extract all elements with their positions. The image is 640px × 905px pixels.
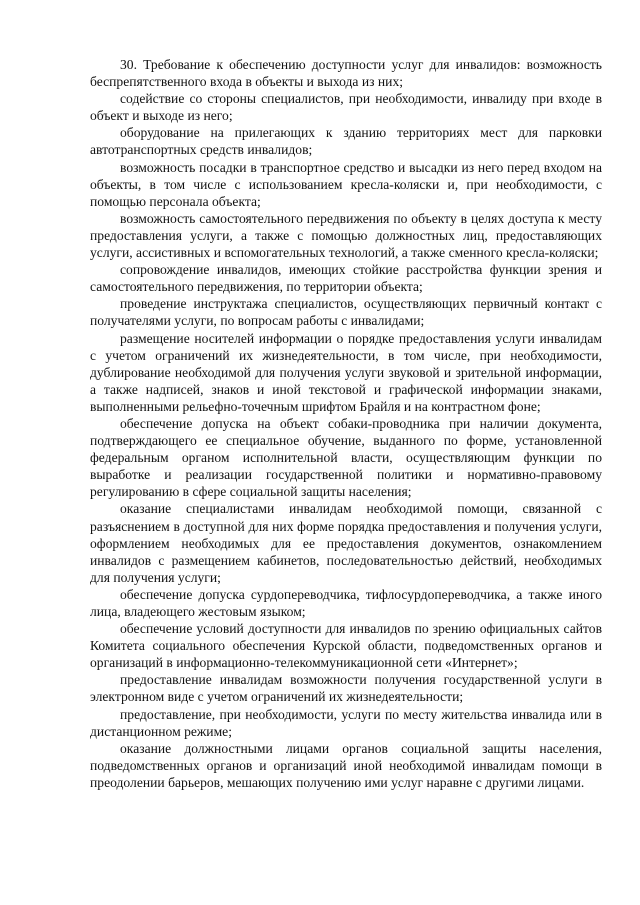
paragraph-escort: сопровождение инвалидов, имеющих стойкие расстройства функции зрения и самостоятельного передвижения, по территории объекта; bbox=[90, 262, 602, 295]
paragraph-guide-dog: обеспечение допуска на объект собаки-проводника при наличии документа, подтверждающего ее специальное обучение, выданного по форме, установленной федеральным органом исполнительной власти, осуществляющим функции по выработке и реализации государственной политики и нормативно-правовому регулированию в сфере социальной защиты населения; bbox=[90, 415, 602, 500]
paragraph-transport-boarding: возможность посадки в транспортное средство и высадки из него перед входом на объекты, в том числе с использованием кресла-коляски и, при необходимости, с помощью персонала объекта; bbox=[90, 159, 602, 209]
paragraph-information-media: размещение носителей информации о порядке предоставления услуги инвалидам с учетом ограничений их жизнедеятельности, в том числе, при необходимости, дублирование необходимой для получения услуги звуковой и зрительной информации, а также надписей, знаков и иной текстовой и графической информации знаками, выполненными рельефно-точечным шрифтом Брайля и на контрастном фоне; bbox=[90, 330, 602, 414]
paragraph-staff-briefing: проведение инструктажа специалистов, осуществляющих первичный контакт с получателями услуги, по вопросам работы с инвалидами; bbox=[90, 296, 602, 329]
paragraph-barrier-help: оказание должностными лицами органов социальной защиты населения, подведомственных органов и организаций иной необходимой инвалидам помощи в преодолении барьеров, мешающих получению ими услуг наравне с другими лицами. bbox=[90, 740, 602, 790]
paragraph-website-accessibility: обеспечение условий доступности для инвалидов по зрению официальных сайтов Комитета социального обеспечения Курской области, подведомственных органов и организаций в информационно-телекоммуникационной сети «Интернет»; bbox=[90, 621, 602, 671]
paragraph-requirement-30: 30. Требование к обеспечению доступности услуг для инвалидов: возможность беспрепятственного входа в объекты и выхода из них; bbox=[90, 57, 602, 90]
paragraph-electronic-service: предоставление инвалидам возможности получения государственной услуги в электронном виде с учетом ограничений их жизнедеятельности; bbox=[90, 672, 602, 705]
paragraph-explanation-help: оказание специалистами инвалидам необходимой помощи, связанной с разъяснением в доступной для них форме порядка предоставления и получения услуги, оформлением необходимых для ее предоставления документов, ознакомлением инвалидов с размещением кабинетов, последовательностью действий, необходимых для получения услуги; bbox=[90, 501, 602, 585]
paragraph-specialist-assistance: содействие со стороны специалистов, при необходимости, инвалиду при входе в объект и выходе из него; bbox=[90, 91, 602, 124]
paragraph-independent-movement: возможность самостоятельного передвижения по объекту в целях доступа к месту предоставления услуги, а также с помощью должностных лиц, предоставляющих услуги, ассистивных и вспомогательных технологий, а также сменного кресла-коляски; bbox=[90, 210, 602, 261]
document-page bbox=[90, 56, 602, 791]
paragraph-home-service: предоставление, при необходимости, услуги по месту жительства инвалида или в дистанционном режиме; bbox=[90, 706, 602, 739]
paragraph-sign-interpreter: обеспечение допуска сурдопереводчика, тифлосурдопереводчика, а также иного лица, владеющего жестовым языком; bbox=[90, 586, 602, 619]
paragraph-parking: оборудование на прилегающих к зданию территориях мест для парковки автотранспортных средств инвалидов; bbox=[90, 125, 602, 158]
